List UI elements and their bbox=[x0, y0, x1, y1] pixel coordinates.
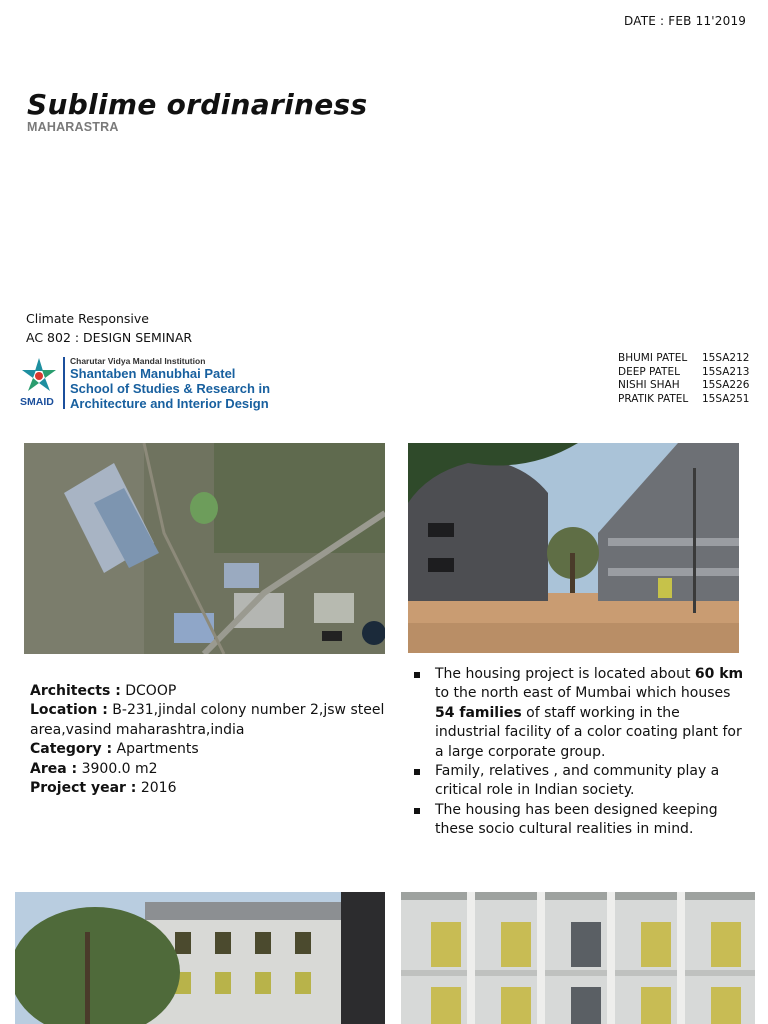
year-value: 2016 bbox=[136, 780, 177, 797]
logo-school-line1: Shantaben Manubhai Patel bbox=[70, 366, 236, 381]
architects-row bbox=[30, 682, 390, 701]
logo-institution: Charutar Vidya Mandal Institution bbox=[70, 356, 206, 366]
team-member bbox=[618, 379, 749, 393]
bullet-item: The housing project is located about 60 km to the north east of Mumbai which houses 54 families of staff working in the industrial facility of a color coating plant for a large corporate group. bbox=[410, 665, 746, 762]
team-member-id: 15SA212 bbox=[702, 352, 750, 364]
bullet-square-icon bbox=[414, 672, 420, 678]
logo-divider bbox=[63, 357, 65, 409]
team-member-name: NISHI SHAH bbox=[618, 379, 680, 392]
year-label: Project year : bbox=[30, 780, 137, 797]
logo-abbreviation: SMAID bbox=[20, 396, 54, 408]
area-label: Area : bbox=[30, 760, 78, 777]
institution-logo bbox=[18, 356, 278, 412]
team-member-name: PRATIK PATEL bbox=[618, 392, 689, 405]
course-code: AC 802 : DESIGN SEMINAR bbox=[26, 330, 193, 345]
category-value: Apartments bbox=[112, 741, 199, 758]
description-bullets bbox=[410, 665, 746, 840]
bullet-item: The housing has been designed keeping these socio cultural realities in mind. bbox=[410, 801, 746, 840]
architects-value: DCOOP bbox=[120, 683, 177, 699]
team-member-name: DEEP PATEL bbox=[618, 365, 680, 378]
bullet-item: Family, relatives , and community play a critical role in Indian society. bbox=[410, 762, 746, 801]
team-member bbox=[618, 393, 749, 407]
bullet-square-icon bbox=[414, 769, 420, 775]
team-member-id: 15SA226 bbox=[702, 379, 750, 392]
page-subtitle: MAHARASTRA bbox=[27, 120, 119, 134]
location-row bbox=[30, 701, 390, 740]
bullet-square-icon bbox=[414, 808, 420, 814]
category-row bbox=[30, 740, 390, 759]
location-label: Location : bbox=[30, 702, 108, 719]
team-member bbox=[618, 352, 749, 366]
page-title: Sublime ordinariness bbox=[27, 88, 368, 121]
satellite-map-image bbox=[24, 443, 385, 654]
team-member bbox=[618, 366, 749, 380]
category-label: Category : bbox=[30, 741, 113, 758]
star-logo-icon bbox=[18, 356, 60, 396]
project-info bbox=[30, 682, 390, 798]
team-member-name: BHUMI PATEL bbox=[618, 352, 688, 364]
course-topic: Climate Responsive bbox=[26, 311, 149, 326]
team-member-id: 15SA251 bbox=[702, 392, 750, 405]
area-value: 3900.0 m2 bbox=[77, 760, 158, 777]
logo-school-line2: School of Studies & Research in bbox=[70, 381, 271, 396]
logo-school-line3: Architecture and Interior Design bbox=[70, 396, 269, 411]
location-value: B-231,jindal colony number 2,jsw steel area,vasind maharashtra,india bbox=[30, 702, 385, 738]
families-value: 54 families bbox=[435, 704, 522, 721]
building-photo-facade-balconies bbox=[401, 892, 755, 1024]
team-member-id: 15SA213 bbox=[702, 365, 750, 378]
building-photo-courtyard bbox=[408, 443, 739, 653]
architects-label: Architects : bbox=[30, 683, 121, 699]
building-photo-facade-tree bbox=[15, 892, 385, 1024]
distance-value: 60 km bbox=[694, 666, 744, 682]
team-list bbox=[618, 352, 749, 406]
year-row bbox=[30, 779, 390, 798]
area-row bbox=[30, 760, 390, 779]
date-label: DATE : FEB 11'2019 bbox=[624, 14, 747, 28]
